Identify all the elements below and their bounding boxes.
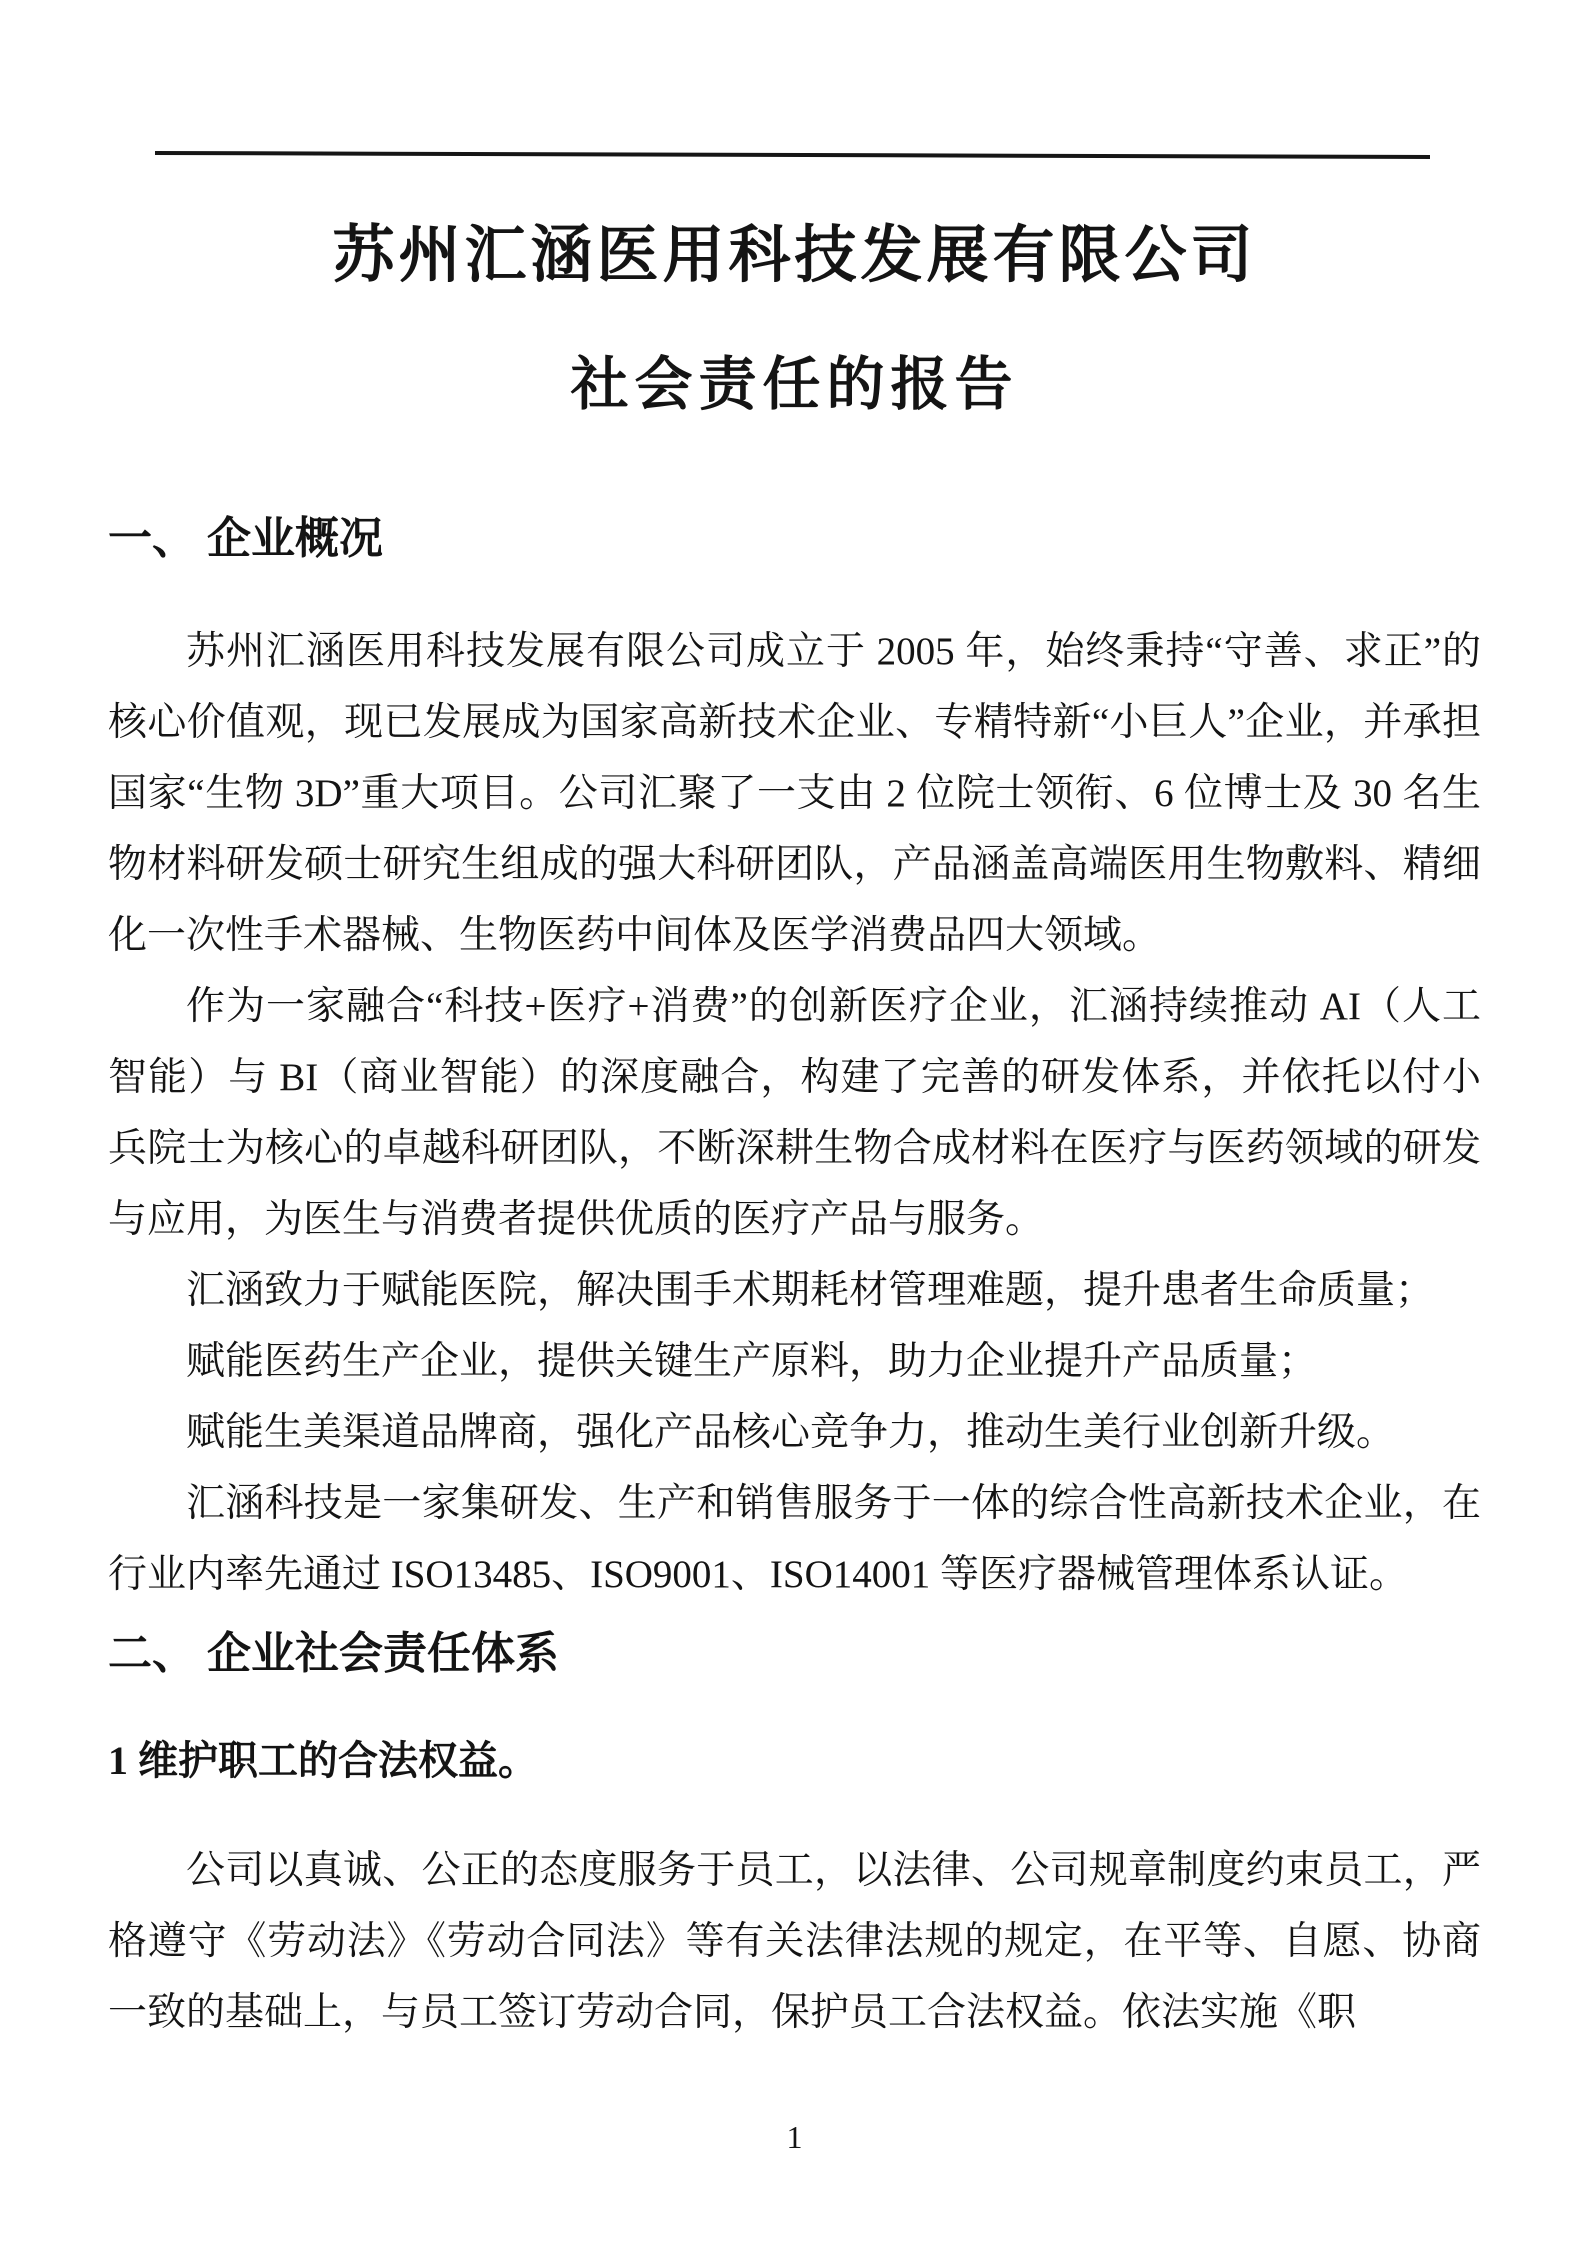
page-number: 1: [786, 2118, 803, 2155]
section-2-subheading: 1 维护职工的合法权益。: [108, 1737, 538, 1783]
document-title: 苏州汇涵医用科技发展有限公司: [332, 222, 1257, 290]
document-subtitle: 社会责任的报告: [570, 352, 1019, 418]
header-rule: [155, 151, 1430, 159]
paragraph: 赋能生美渠道品牌商，强化产品核心竞争力，推动生美行业创新升级。: [186, 1410, 1396, 1454]
paragraph: 苏州汇涵医用科技发展有限公司成立于 2005 年，始终秉持“守善、求正”的核心价值观，现已发展成为国家高新技术企业、专精特新“小巨人”企业，并承担国家“生物 3D”重大项目。公司汇聚了一支由 2 位院士领衔、6 位博士及 30 名生物材料研发硕士研究生组成的强大科研团队，产品涵盖高端医用生物敷料、精细化一次性手术器械、生物医药中间体及医学消费品四大领域。: [108, 629, 1481, 957]
section-1-text: [108, 616, 1481, 1610]
document-body: [108, 513, 1481, 2048]
paragraph: 作为一家融合“科技+医疗+消费”的创新医疗企业，汇涵持续推动 AI（人工智能）与 BI（商业智能）的深度融合，构建了完善的研发体系，并依托以付小兵院士为核心的卓越科研团队，不断深耕生物合成材料在医疗与医药领域的研发与应用，为医生与消费者提供优质的医疗产品与服务。: [108, 984, 1481, 1241]
section-1-heading: 一、 企业概况: [108, 513, 383, 563]
section-2-text: [108, 1835, 1481, 2048]
section-2-heading: 二、 企业社会责任体系: [108, 1628, 559, 1678]
paragraph: 赋能医药生产企业，提供关键生产原料，助力企业提升产品质量；: [186, 1339, 1318, 1383]
paragraph: 汇涵致力于赋能医院，解决围手术期耗材管理难题，提升患者生命质量；: [186, 1268, 1435, 1312]
paragraph: 汇涵科技是一家集研发、生产和销售服务于一体的综合性高新技术企业，在行业内率先通过 ISO13485、ISO9001、ISO14001 等医疗器械管理体系认证。: [108, 1481, 1481, 1596]
paragraph: 公司以真诚、公正的态度服务于员工，以法律、公司规章制度约束员工，严格遵守《劳动法》《劳动合同法》等有关法律法规的规定，在平等、自愿、协商一致的基础上，与员工签订劳动合同，保护员工合法权益。依法实施《职: [108, 1848, 1481, 2034]
